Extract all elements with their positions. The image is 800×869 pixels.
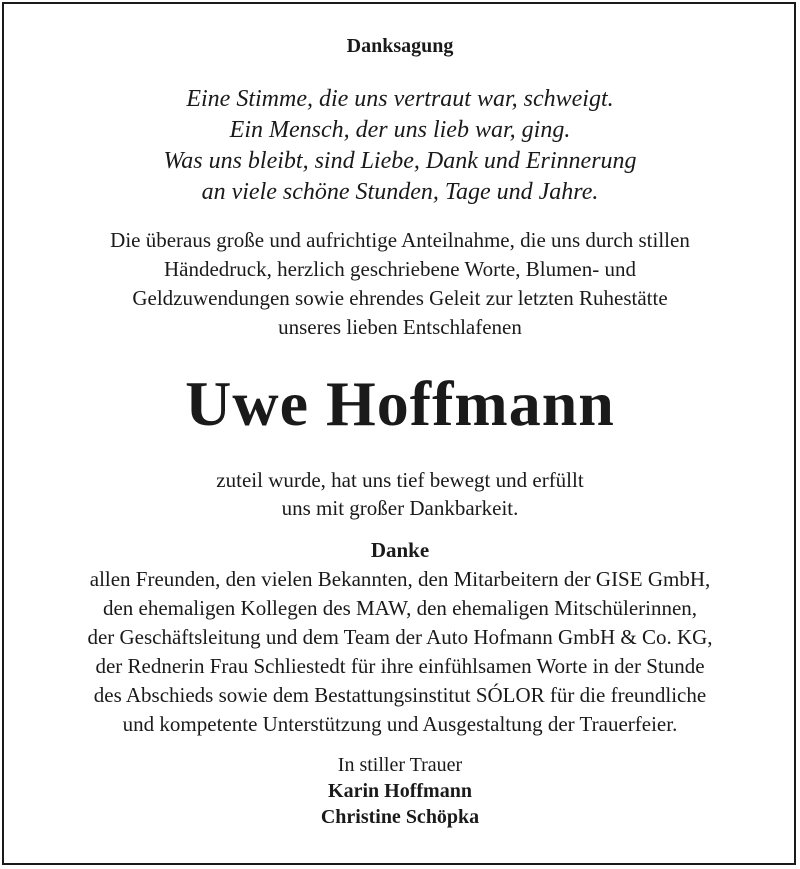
intro-line: Händedruck, herzlich geschriebene Worte, Blumen- und bbox=[164, 257, 636, 281]
signature-block bbox=[0, 752, 800, 830]
intro-line: unseres lieben Entschlafenen bbox=[278, 315, 522, 339]
gratitude-line: uns mit großer Dankbarkeit. bbox=[281, 496, 519, 520]
intro-line: Geldzuwendungen sowie ehrendes Geleit zur letzten Ruhestätte bbox=[132, 286, 668, 310]
thanks-line: der Rednerin Frau Schliestedt für ihre einfühlsamen Worte in der Stunde bbox=[95, 654, 705, 678]
thanks-line: den ehemaligen Kollegen des MAW, den ehemaligen Mitschülerinnen, bbox=[102, 596, 698, 620]
thanks-line: und kompetente Unterstützung und Ausgestaltung der Trauerfeier. bbox=[122, 712, 678, 736]
gratitude-paragraph bbox=[0, 466, 800, 522]
poem-block bbox=[0, 84, 800, 208]
intro-line: Die überaus große und aufrichtige Anteilnahme, die uns durch stillen bbox=[110, 228, 690, 252]
signer-name: Karin Hoffmann bbox=[328, 780, 472, 802]
signer-name: Christine Schöpka bbox=[320, 806, 480, 828]
thanks-line: der Geschäftsleitung und dem Team der Auto Hofmann GmbH & Co. KG, bbox=[87, 625, 713, 649]
gratitude-line: zuteil wurde, hat uns tief bewegt und erfüllt bbox=[216, 468, 584, 492]
thanks-title: Danke bbox=[370, 538, 430, 562]
thanks-line: des Abschieds sowie dem Bestattungsinstitut SÓLOR für die freundliche bbox=[93, 683, 707, 707]
intro-paragraph bbox=[0, 226, 800, 342]
deceased-name: Uwe Hoffmann bbox=[185, 368, 615, 439]
poem-line: Ein Mensch, der uns lieb war, ging. bbox=[229, 117, 571, 143]
poem-line: Eine Stimme, die uns vertraut war, schweigt. bbox=[186, 86, 614, 112]
signoff-text: In stiller Trauer bbox=[337, 754, 463, 776]
poem-line: Was uns bleibt, sind Liebe, Dank und Erinnerung bbox=[163, 148, 637, 174]
poem-line: an viele schöne Stunden, Tage und Jahre. bbox=[201, 179, 599, 205]
thanks-section bbox=[0, 536, 800, 739]
thanks-line: allen Freunden, den vielen Bekannten, den Mitarbeitern der GISE GmbH, bbox=[89, 567, 711, 591]
notice-heading: Danksagung bbox=[346, 35, 454, 57]
